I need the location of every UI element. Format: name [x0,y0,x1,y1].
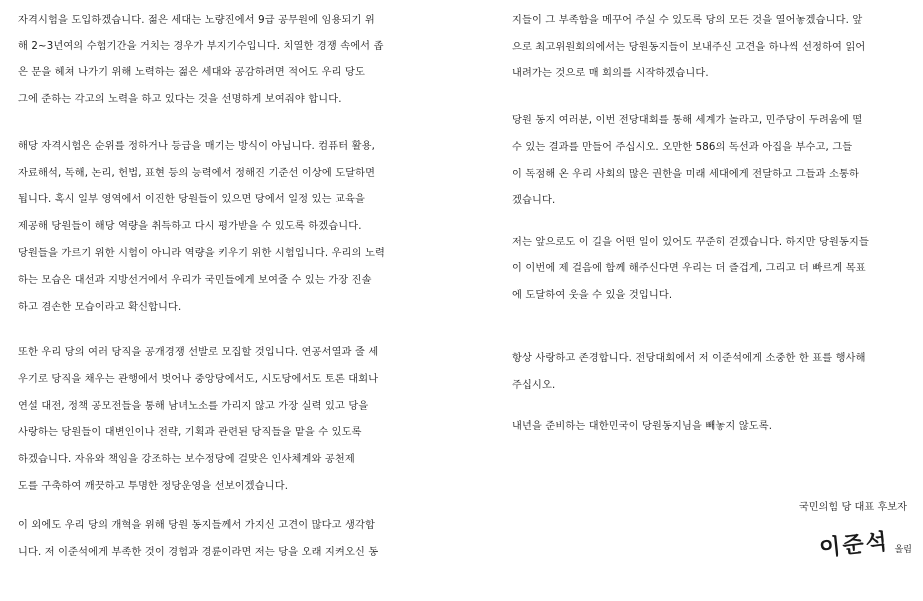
left-line: 그에 준하는 각고의 노력을 하고 있다는 것을 선명하게 보여줘야 합니다. [18,94,342,105]
left-line: 연설 대전, 정책 공모전들을 통해 남녀노소를 가리지 않고 가장 실력 있고 당을 [18,401,369,412]
right-line: 지들이 그 부족함을 메꾸어 주실 수 있도록 당의 모든 것을 열어놓겠습니다. 앞 [512,15,863,26]
signature-suffix: 올림 [894,545,912,555]
right-line: 당원 동지 여러분, 이번 전당대회를 통해 세계가 놀라고, 민주당이 두려움에 떨 [512,115,863,126]
left-line: 은 문을 헤쳐 나가기 위해 노력하는 젊은 세대와 공감하려면 적어도 우리 당도 [18,67,365,78]
right-line: 저는 앞으로도 이 길을 어떤 일이 있어도 꾸준히 걷겠습니다. 하지만 당원동지들 [512,237,869,248]
left-line: 제공해 당원들이 해당 역량을 취득하고 다시 평가받을 수 있도록 하겠습니다. [18,221,362,232]
right-line: 으로 최고위원회의에서는 당원동지들이 보내주신 고견을 하나씩 선정하여 읽어 [512,42,866,53]
left-line: 하는 모습은 대선과 지방선거에서 우리가 국민들에게 보여줄 수 있는 가장 진솔 [18,275,372,286]
right-line: 수 있는 결과를 만들어 주십시오. 오만한 586의 독선과 아집을 부수고, 그들 [512,142,853,153]
left-line: 하겠습니다. 자유와 책임을 강조하는 보수정당에 걸맞은 인사체계와 공천제 [18,454,355,465]
left-line: 됩니다. 혹시 일부 영역에서 이진한 당원들이 있으면 당에서 일정 있는 교육을 [18,194,365,205]
signature-org: 국민의힘 당 대표 후보자 [798,502,907,513]
left-line: 해 2~3년여의 수험기간을 거치는 경우가 부지기수입니다. 치열한 경쟁 속에서 좁 [18,41,384,52]
left-line: 당원들을 가르기 위한 시험이 아니라 역량을 키우기 위한 시험입니다. 우리의 노력 [18,248,385,259]
right-line: 내년을 준비하는 대한민국이 당원동지님을 빼놓지 않도록. [512,421,773,432]
left-line: 우기로 당직을 채우는 관행에서 벗어나 중앙당에서도, 시도당에서도 토론 대회나 [18,374,379,385]
right-line: 이 이번에 제 걸음에 함께 해주신다면 우리는 더 즐겁게, 그리고 더 빠르게 목표 [512,263,866,274]
right-line: 항상 사랑하고 존경합니다. 전당대회에서 저 이준석에게 소중한 한 표를 행사해 [512,353,866,364]
left-line: 또한 우리 당의 여러 당직을 공개경쟁 선발로 모집할 것입니다. 연공서열과 줄 세 [18,347,379,358]
right-line: 내려가는 것으로 매 회의를 시작하겠습니다. [512,68,709,79]
right-line: 주십시오. [512,380,556,391]
left-line: 자료해석, 독해, 논리, 헌법, 표현 등의 능력에서 정해진 기준선 이상에 도달하면 [18,168,376,179]
left-line: 이 외에도 우리 당의 개혁을 위해 당원 동지들께서 가지신 고견이 많다고 생각합 [18,520,375,531]
left-line: 자격시험을 도입하겠습니다. 젊은 세대는 노량진에서 9급 공무원에 임용되기 위 [18,15,375,26]
right-line: 겠습니다. [512,195,556,206]
left-line: 도를 구축하여 깨끗하고 투명한 정당운영을 선보이겠습니다. [18,481,289,492]
left-line: 해당 자격시험은 순위를 정하거나 등급을 매기는 방식이 아닙니다. 컴퓨터 활용, [18,141,375,152]
left-line: 하고 겸손한 모습이라고 확신합니다. [18,302,182,313]
right-line: 에 도달하여 웃을 수 있을 것입니다. [512,290,673,301]
signature-block [782,498,907,513]
left-line: 사랑하는 당원들이 대변인이나 전략, 기획과 관련된 당직들을 맡을 수 있도록 [18,427,362,438]
left-line: 니다. 저 이준석에게 부족한 것이 경험과 경륜이라면 저는 당을 오래 지켜오신 동 [18,547,379,558]
signature-name: 이준석 [817,528,890,562]
right-line: 이 독점해 온 우리 사회의 많은 권한을 미래 세대에게 전달하고 그들과 소통하 [512,169,859,180]
signature-name-block [808,528,912,562]
